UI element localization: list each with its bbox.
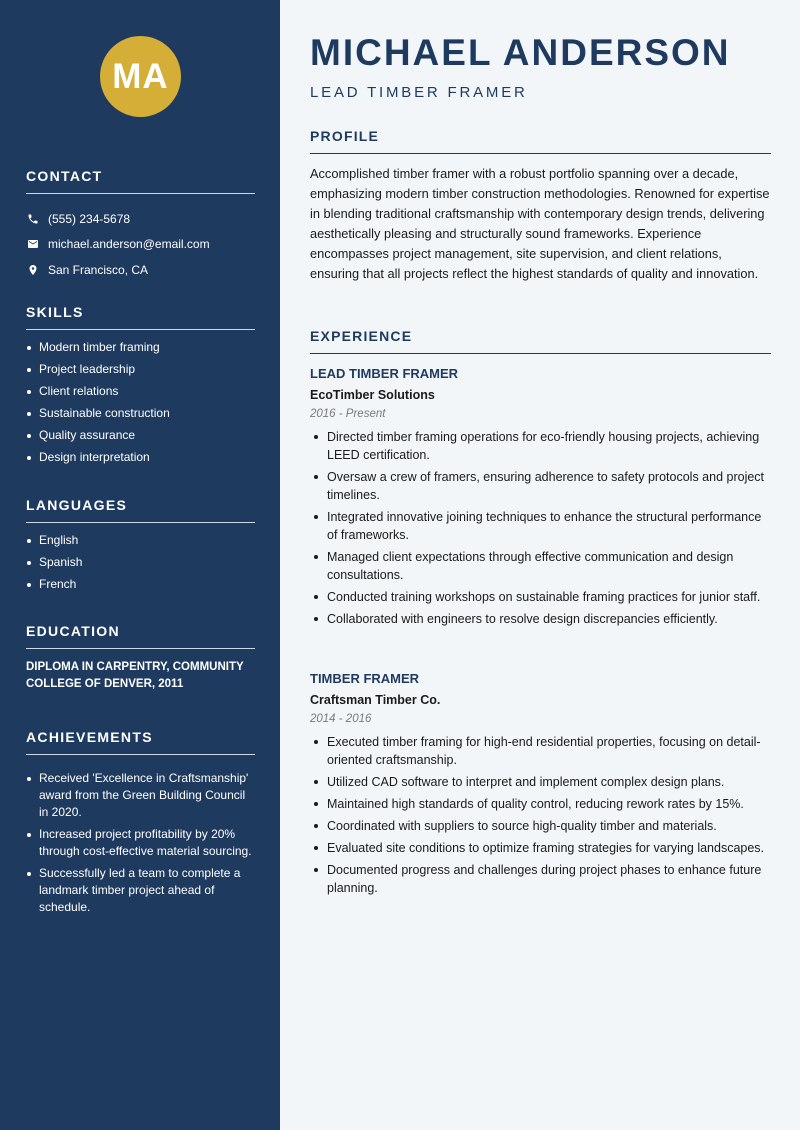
contact-email [26,232,255,258]
skill-item: Project leadership [26,361,255,378]
candidate-name: MICHAEL ANDERSON [310,32,731,73]
profile-heading: PROFILE [310,128,771,154]
contact-phone-text: (555) 234-5678 [48,211,131,226]
contact-list [26,206,255,283]
job-bullet: Documented progress and challenges during project phases to enhance future planning. [310,861,771,897]
job-title: TIMBER FRAMER [310,671,420,686]
language-item: French [26,576,255,593]
job-title: LEAD TIMBER FRAMER [310,366,459,381]
achievements-section [26,729,255,921]
job-bullet: Coordinated with suppliers to source high-quality timber and materials. [310,817,771,835]
languages-heading: LANGUAGES [26,497,255,523]
job-bullet: Executed timber framing for high-end residential properties, focusing on detail-oriented craftsmanship. [310,733,771,769]
contact-location [26,257,255,283]
location-icon [26,263,40,277]
contact-section [26,168,255,283]
skill-item: Quality assurance [26,427,255,444]
skill-item: Sustainable construction [26,405,255,422]
skill-item: Modern timber framing [26,339,255,356]
languages-list [26,532,255,593]
achievement-item: Received 'Excellence in Craftsmanship' award from the Green Building Council in 2020. [26,770,255,821]
job-bullet: Oversaw a crew of framers, ensuring adherence to safety protocols and project timelines. [310,468,771,504]
contact-heading: CONTACT [26,168,255,194]
job-bullet: Evaluated site conditions to optimize framing strategies for varying landscapes. [310,839,771,857]
education-section [26,623,255,693]
languages-section [26,497,255,598]
job-bullet: Integrated innovative joining techniques to enhance the structural performance of frameworks. [310,508,771,544]
profile-section [310,128,771,284]
skill-item: Client relations [26,383,255,400]
job-dates: 2014 - 2016 [310,713,372,725]
experience-section [310,328,771,354]
job-bullets [310,428,771,628]
achievement-item: Successfully led a team to complete a landmark timber project ahead of schedule. [26,865,255,916]
job-bullet: Utilized CAD software to interpret and implement complex design plans. [310,773,771,791]
achievement-item: Increased project profitability by 20% through cost-effective material sourcing. [26,826,255,860]
job-entry [310,366,771,632]
job-bullet: Conducted training workshops on sustainable framing practices for junior staff. [310,588,771,606]
skill-item: Design interpretation [26,449,255,466]
job-bullet: Maintained high standards of quality control, reducing rework rates by 15%. [310,795,771,813]
job-dates: 2016 - Present [310,408,386,420]
achievements-list [26,770,255,916]
candidate-role: LEAD TIMBER FRAMER [310,84,528,101]
skills-section [26,304,255,471]
phone-icon [26,212,40,226]
language-item: English [26,532,255,549]
sidebar [0,0,280,1130]
education-entry: DIPLOMA IN CARPENTRY, COMMUNITY COLLEGE OF DENVER, 2011 [26,661,244,690]
language-item: Spanish [26,554,255,571]
skills-heading: SKILLS [26,304,255,330]
job-company: EcoTimber Solutions [310,388,435,402]
email-icon [26,237,40,251]
education-heading: EDUCATION [26,623,255,649]
contact-phone [26,206,255,232]
job-bullet: Collaborated with engineers to resolve design discrepancies efficiently. [310,610,771,628]
experience-heading: EXPERIENCE [310,328,771,354]
job-bullets [310,733,771,897]
job-company: Craftsman Timber Co. [310,693,441,707]
contact-location-text: San Francisco, CA [48,262,149,277]
avatar: MA [100,36,181,117]
job-bullet: Directed timber framing operations for eco-friendly housing projects, achieving LEED certification. [310,428,771,464]
profile-text: Accomplished timber framer with a robust portfolio spanning over a decade, emphasizing modern timber construction methodologies. Renowned for expertise in blending traditional craftsmanship with contemporary design trends, delivering aesthetically pleasing and structurally sound frameworks. Experience encompasses project management, site supervision, and client relations, ensuring that all projects reflect the highest standards of quality and innovation. [310,166,770,281]
skills-list [26,339,255,466]
contact-email-text: michael.anderson@email.com [48,237,210,252]
job-bullet: Managed client expectations through effective communication and design consultations. [310,548,771,584]
job-entry [310,671,771,901]
achievements-heading: ACHIEVEMENTS [26,729,255,755]
